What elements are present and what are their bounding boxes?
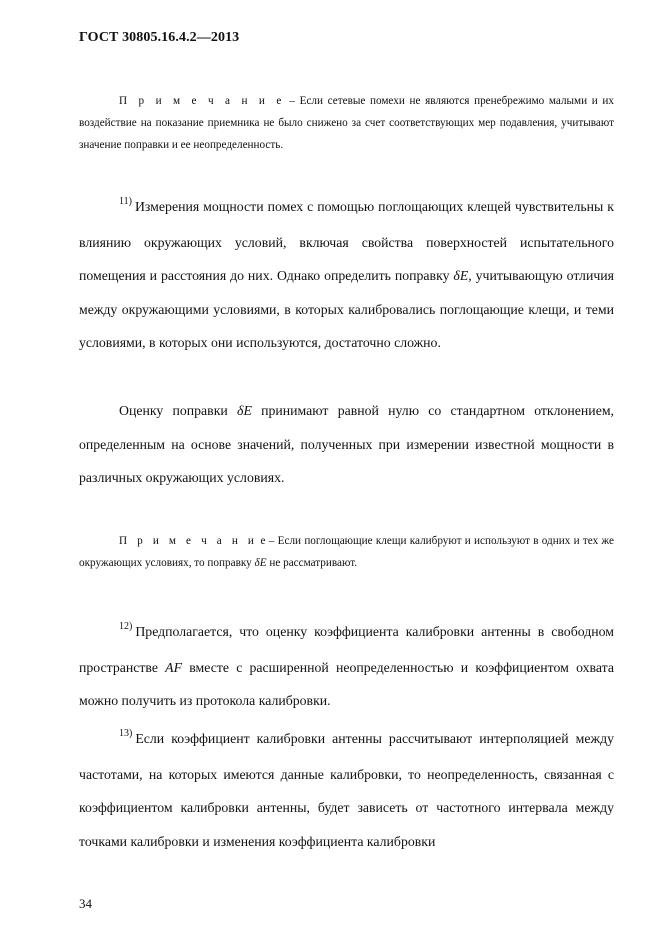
- note-text: Если сетевые помехи не являются пренебрежимо малыми и их воздействие на показание приемника не было снижено за счет соответствующих мер подавления, учитывают значение поправки и ее неопределенность.: [79, 95, 615, 151]
- paragraph-correction-estimate: [79, 394, 614, 495]
- footnote-text: Измерения мощности помех с помощью поглощающих клещей чувствительны к влиянию окружающих условий, включая свойства поверхностей испытательного помещения и расстояния до них. Однако определить поправку: [79, 199, 614, 283]
- symbol-delta-e: δE,: [453, 268, 472, 283]
- note-text-cont: не рассматривают.: [266, 557, 358, 569]
- footnote-text: Предполагается, что оценку коэффициента калибровки антенны в свободном пространстве: [79, 624, 614, 675]
- note-dash: –: [284, 95, 300, 107]
- note-label: П р и м е ч а н и: [119, 535, 258, 547]
- note-body: [79, 90, 614, 156]
- footnote-marker: 13): [119, 728, 133, 739]
- symbol-af: AF: [165, 659, 183, 675]
- note-text: е – Если поглощающие клещи калибруют и используют в одних и тех же окружающих условиях, то поправку: [79, 535, 614, 569]
- footnote-11: [79, 190, 614, 360]
- footnote-text: Если коэффициент калибровки антенны рассчитывают интерполяцией между частотами, на которых имеются данные калибровки, то неопределенность, связанная с коэффициентом калибровки антенны, будет зависеть от частотного интервала между точками калибровки и изменения коэффициента калибровки: [79, 731, 614, 849]
- footnote-text-cont: вместе с расширенной неопределенностью и коэффициентом охвата можно получить из протокола калибровки.: [79, 659, 614, 708]
- note-label: П р и м е ч а н и е: [119, 95, 285, 107]
- note-body: [79, 530, 614, 574]
- paragraph-text: Оценку поправки: [119, 403, 238, 418]
- document-header: ГОСТ 30805.16.4.2—2013: [79, 30, 240, 45]
- note-network-interference: [79, 90, 614, 156]
- footnote-text-cont: учитывающую отличия между окружающими условиями, в которых калибровались поглощающие клещи, и теми условиями, в которых они используются, достаточно сложно.: [79, 268, 614, 350]
- footnote-marker: 11): [119, 196, 132, 207]
- footnote-12: [79, 615, 614, 718]
- footnote-13: [79, 722, 614, 858]
- page-number: 34: [79, 896, 92, 911]
- paragraph-text-cont: принимают равной нулю со стандартном отклонением, определенным на основе значений, полученных при измерении известной мощности в различных окружающих условиях.: [79, 403, 614, 485]
- footnote-marker: 12): [119, 621, 133, 632]
- symbol-delta-e: δE: [237, 403, 252, 418]
- note-clamp-calibration: [79, 530, 614, 574]
- symbol-delta-e: δE: [254, 557, 267, 569]
